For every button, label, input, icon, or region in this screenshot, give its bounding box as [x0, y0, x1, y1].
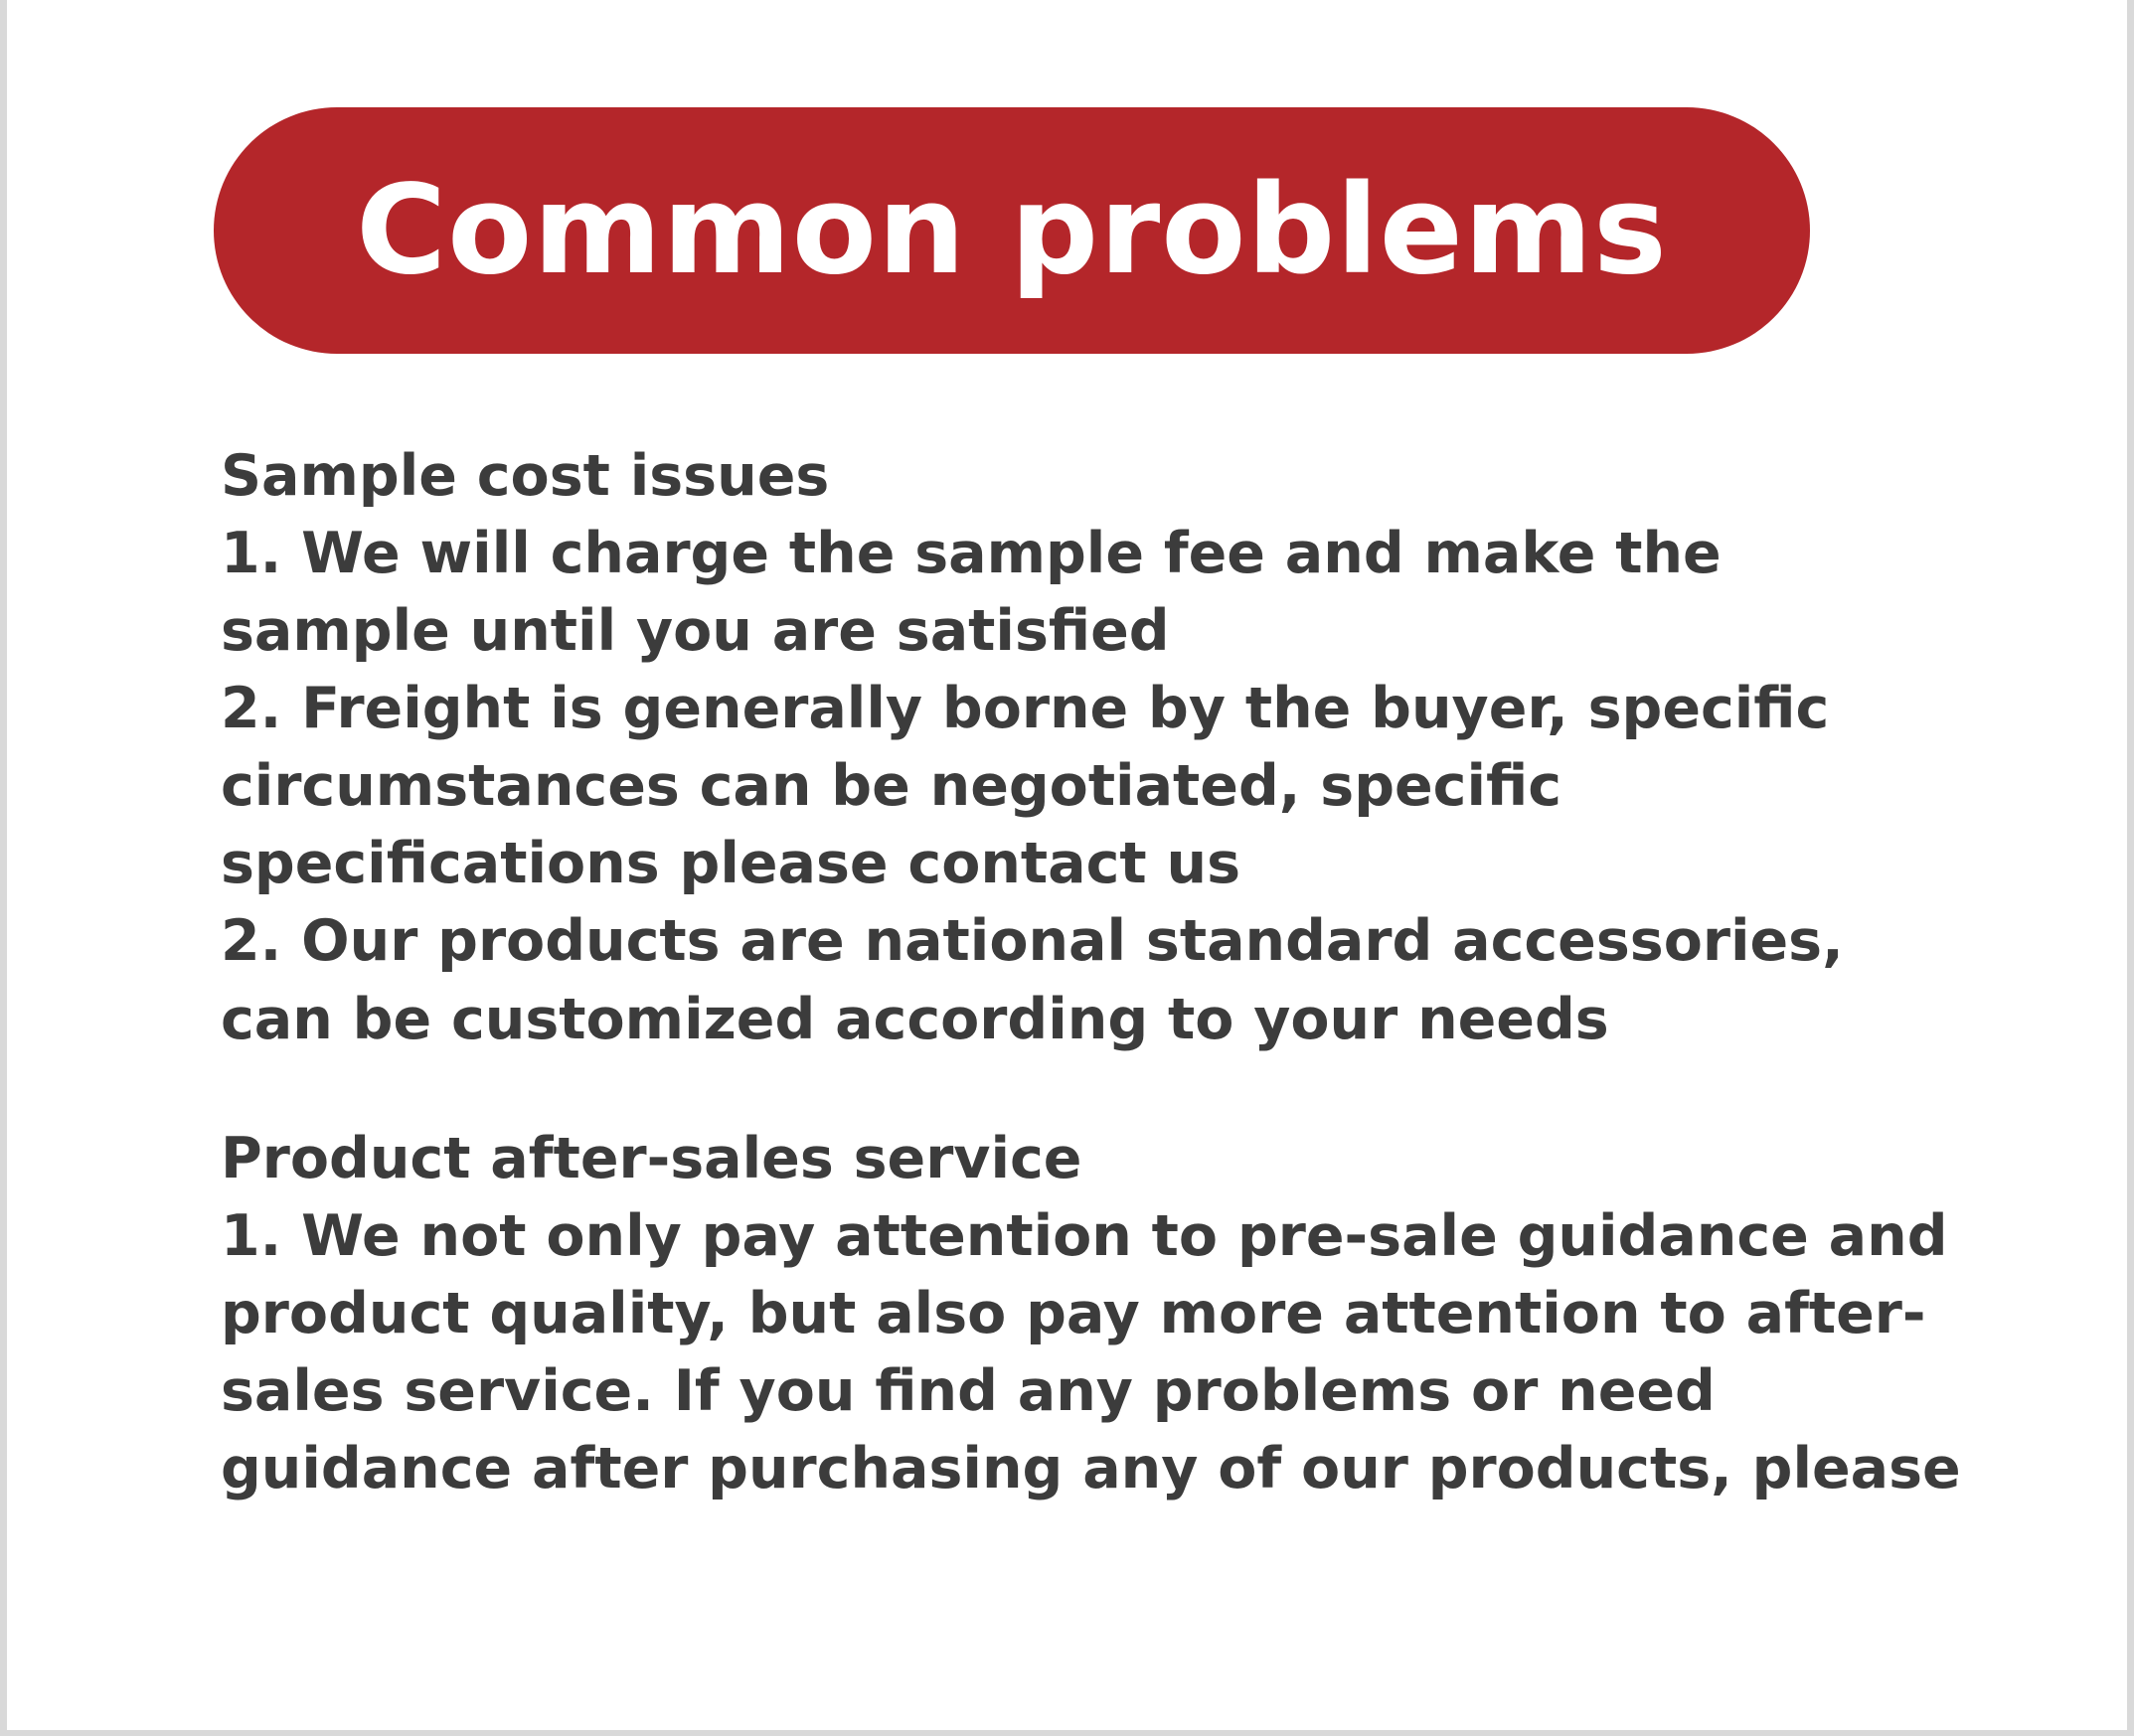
common-problems-banner: [214, 107, 1810, 354]
faq-item: 1. We not only pay attention to pre-sale guidance and product quality, but also pay more attention to after-sales service. If you find any problems or need guidance after purchasing any of our products, please: [221, 1202, 1961, 1501]
faq-item: 2. Freight is generally borne by the buyer, specific circumstances can be negotiated, specific specifications please contact us: [221, 676, 1830, 897]
page-title: Common problems: [356, 159, 1668, 302]
page-frame-bottom-edge: [0, 1730, 2134, 1736]
faq-content: [221, 437, 1970, 1507]
section-heading: Product after-sales service: [221, 1125, 1082, 1191]
faq-section-after-sales: [221, 1120, 1970, 1507]
section-heading: Sample cost issues: [221, 443, 830, 509]
page-frame-right-edge: [2127, 0, 2134, 1736]
page-frame-left-edge: [0, 0, 7, 1736]
section-spacer: [221, 1058, 1970, 1120]
faq-item: 1. We will charge the sample fee and make the sample until you are satisfied: [221, 521, 1722, 665]
faq-section-sample-cost: [221, 437, 1970, 1058]
faq-item: 2. Our products are national standard accessories, can be customized according to your needs: [221, 908, 1844, 1052]
